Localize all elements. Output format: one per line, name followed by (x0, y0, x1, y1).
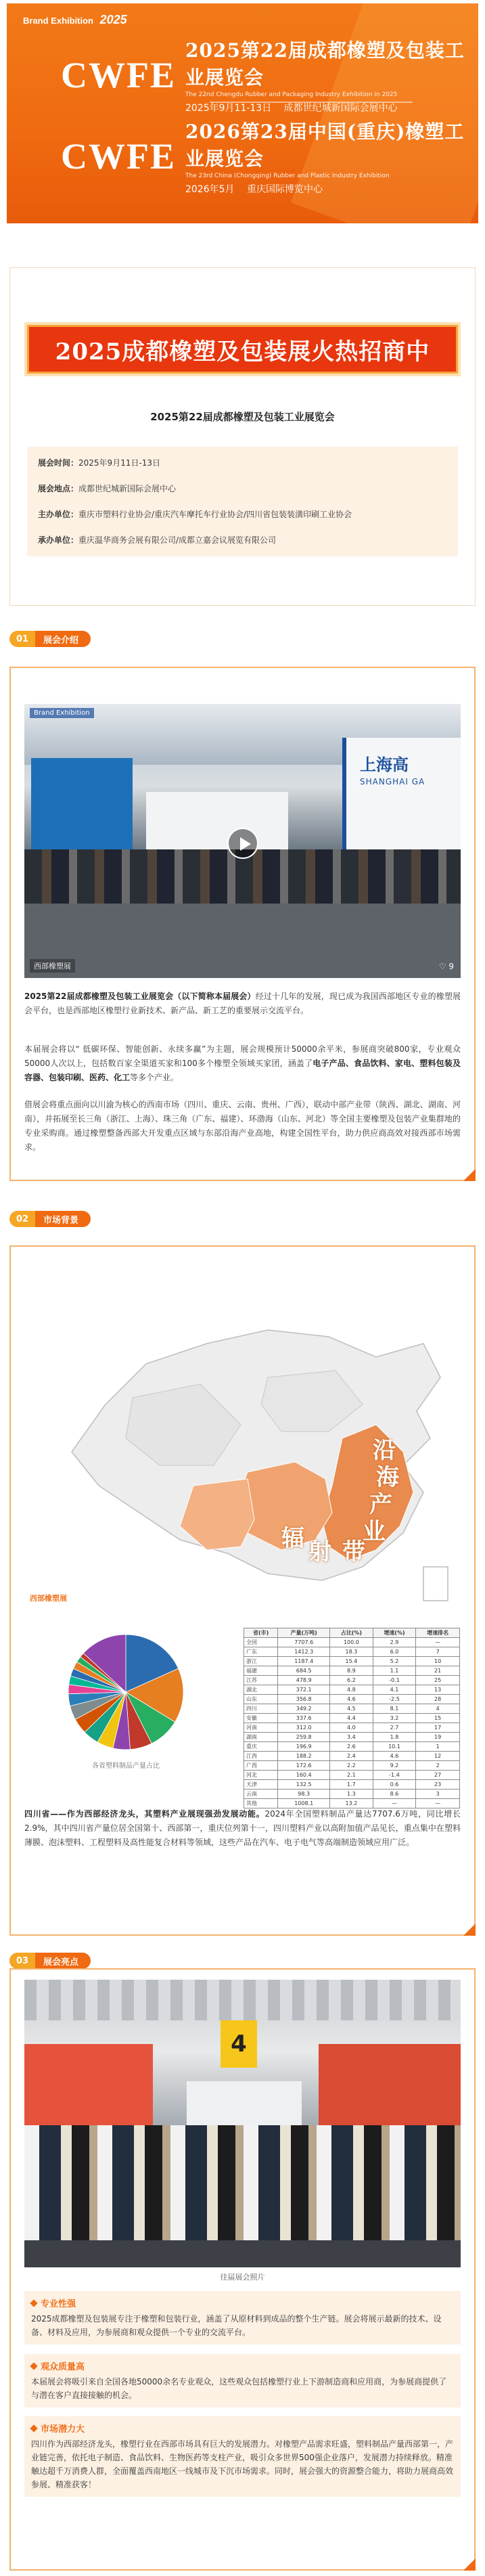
card-corner (463, 1924, 476, 1936)
table-cell: 478.9 (278, 1676, 330, 1685)
map-inset (423, 1567, 448, 1601)
table-cell: 重庆 (244, 1742, 278, 1752)
table-cell: 2.2 (330, 1761, 373, 1771)
table-cell: 684.5 (278, 1666, 330, 1676)
table-cell: 0.6 (373, 1780, 416, 1790)
diamond-icon (30, 2299, 37, 2307)
table-cell: 19 (416, 1733, 460, 1742)
table-cell: 10 (416, 1657, 460, 1666)
fair-date-2026: 2026年5月 (185, 184, 235, 195)
photo-caption: 往届展会照片 (220, 2273, 265, 2282)
table-cell: 6.0 (373, 1647, 416, 1657)
table-cell: 4.1 (373, 1685, 416, 1695)
photo-booth-shanghai (342, 738, 461, 853)
table-cell: -1.4 (373, 1771, 416, 1780)
like-icon[interactable]: ♡ 9 (438, 962, 454, 971)
info-value: 2025年9月11日-13日 (78, 458, 161, 468)
fair-english-2026: The 23rd China (Chongqing) Rubber and Plastic Industry Exhibition (185, 173, 390, 179)
table-row (244, 1666, 460, 1676)
card-corner (463, 1169, 476, 1181)
past-exhibition-photo (24, 1980, 461, 2267)
info-value: 重庆市塑料行业协会/重庆汽车摩托车行业协会/四川省包装装潢印刷工业协会 (78, 510, 352, 519)
table-cell: 259.8 (278, 1733, 330, 1742)
table-cell: 98.3 (278, 1790, 330, 1799)
info-row-organizer (38, 533, 447, 547)
table-cell: 4.0 (330, 1723, 373, 1733)
photo-crowd (24, 2125, 461, 2254)
recruit-banner (27, 325, 458, 374)
table-cell: 2.9 (373, 1638, 416, 1647)
fair-date-2025: 2025年9月11-13日 (185, 103, 272, 114)
table-cell: 312.0 (278, 1723, 330, 1733)
highlight-heading (31, 2422, 454, 2435)
table-cell: 4.5 (330, 1704, 373, 1714)
pie-title: 各省塑料制品产量占比 (92, 1762, 160, 1770)
table-cell: -0.1 (373, 1676, 416, 1685)
table-cell: 4.6 (373, 1752, 416, 1761)
fair-logo-2026: CWFE (61, 136, 176, 177)
map-label: 业 (363, 1518, 386, 1545)
table-row (244, 1704, 460, 1714)
video-watermark: 西部橡塑展 (30, 959, 75, 973)
table-cell: 132.5 (278, 1780, 330, 1790)
highlight-body: 2025成都橡塑及包装展专注于橡塑和包装行业，涵盖了从原材料到成品的整个生产链。展会将展示最新的技术、设备、材料及应用，为参展商和观众提供一个专业的交流平台。 (31, 2314, 442, 2337)
table-row (244, 1685, 460, 1695)
section-header-intro (9, 626, 91, 652)
table-cell: 337.6 (278, 1714, 330, 1723)
hero-brand (23, 13, 127, 27)
fair-title-2026: 2026第23届中国(重庆)橡塑工业展览会 (185, 120, 465, 170)
fair-logo-2025: CWFE (61, 55, 176, 95)
table-cell: 13 (416, 1685, 460, 1695)
table-cell: 6.2 (330, 1676, 373, 1685)
table-header-cell: 增速(%) (373, 1628, 416, 1638)
table-cell: 3 (416, 1790, 460, 1799)
table-cell: 湖北 (244, 1685, 278, 1695)
info-row-time (38, 456, 447, 470)
table-cell: 3.4 (330, 1733, 373, 1742)
table-row (244, 1771, 460, 1780)
map-label: 辐 (281, 1525, 304, 1552)
table-cell: 15.4 (330, 1657, 373, 1666)
table-cell: 9.2 (373, 1761, 416, 1771)
table-cell: 湖南 (244, 1733, 278, 1742)
table-row (244, 1695, 460, 1704)
recruit-banner-text: 2025成都橡塑及包装展火热招商中 (55, 338, 430, 365)
market-paragraph (24, 1807, 461, 1850)
booth-name-cn: 上海高 (360, 755, 409, 774)
info-label: 展会地点： (38, 484, 79, 493)
highlight-body: 本届展会将吸引来自全国各地50000余名专业观众，这些观众包括橡塑行业上下游制造商和应用商，为参展商提供了与潜在客户直接接触的机会。 (31, 2377, 447, 2400)
table-cell: 广东 (244, 1647, 278, 1657)
fair-2026 (61, 117, 478, 196)
table-row (244, 1733, 460, 1742)
intro-paragraph-3: 借展会将重点面向以川渝为核心的西南市场（四川、重庆、云南、贵州、广西），联动中部产业带（陕西、湖北、湖南、河南），并拓展至长三角（浙江、上海）、珠三角（广东、福建）、环渤海（山东、河北）等全国主要橡塑及包装产业集群地的专业采购商。通过橡塑整备西部大开发重点区域与东部沿海产业高地，构建全国性平台，助力供应商高效对接西部市场需求。 (24, 1100, 461, 1152)
table-cell: 其他 (244, 1799, 278, 1808)
table-cell: 3.2 (373, 1714, 416, 1723)
table-cell: 160.4 (278, 1771, 330, 1780)
table-row (244, 1657, 460, 1666)
table-cell: 1187.4 (278, 1657, 330, 1666)
table-cell: 4.8 (330, 1685, 373, 1695)
card-corner (463, 2558, 476, 2571)
booth-name-en: SHANGHAI GA (360, 777, 425, 786)
table-cell: 1008.1 (278, 1799, 330, 1808)
highlight-market (24, 2416, 461, 2497)
fair-text-2026 (185, 117, 478, 196)
fair-venue-2025: 成都世纪城新国际会展中心 (283, 103, 398, 114)
table-header-row (244, 1628, 460, 1638)
table-cell: 2.7 (373, 1723, 416, 1733)
table-cell: 356.8 (278, 1695, 330, 1704)
table-cell: 1412.3 (278, 1647, 330, 1657)
table-cell: 12 (416, 1752, 460, 1761)
hero-brand-text: Brand Exhibition (23, 16, 93, 26)
hero-banner (7, 3, 478, 223)
table-cell: 27 (416, 1771, 460, 1780)
section-title: 展会介绍 (35, 631, 91, 647)
section-number: 03 (9, 1953, 35, 1969)
map-label: 产 (369, 1491, 392, 1518)
table-cell: 25 (416, 1676, 460, 1685)
table-cell: 1.1 (373, 1666, 416, 1676)
map-label: 沿 (373, 1437, 396, 1464)
table-cell: 4 (416, 1704, 460, 1714)
table-cell: 安徽 (244, 1714, 278, 1723)
table-header-cell: 增速排名 (416, 1628, 460, 1638)
table-cell: 10.1 (373, 1742, 416, 1752)
highlight-title: 观众质量高 (41, 2362, 85, 2372)
table-cell: 江西 (244, 1752, 278, 1761)
play-icon[interactable] (227, 828, 258, 859)
table-row (244, 1714, 460, 1723)
hero-year: 2025 (99, 13, 127, 26)
table-cell: 2.6 (330, 1742, 373, 1752)
info-value: 重庆温华商务会展有限公司/成都立嘉会议展览有限公司 (78, 535, 277, 545)
table-cell: 349.2 (278, 1704, 330, 1714)
table-cell: 13.2 (330, 1799, 373, 1808)
map-label: 海 (376, 1464, 399, 1491)
table-cell: 四川 (244, 1704, 278, 1714)
highlight-heading (31, 2359, 454, 2372)
map-watermark: 西部橡塑展 (30, 1594, 67, 1603)
table-row (244, 1742, 460, 1752)
table-cell: — (373, 1799, 416, 1808)
table-cell: 云南 (244, 1790, 278, 1799)
table-row (244, 1780, 460, 1790)
market-p-text: 2024年全国塑料制品产量达7707.6万吨，同比增长2.9%，其中四川省产量位居全国第十、西部第一，重庆位列第十一，四川塑料产业以高附加值产品见长，重点集中在塑料薄膜、泡沫塑料、工程塑料及高性能复合材料等领域，这些产品在汽车、电子电气等高端制造领域应用广泛。 (24, 1809, 461, 1847)
info-row-venue (38, 482, 447, 495)
exhibition-video[interactable] (24, 704, 461, 978)
table-row (244, 1761, 460, 1771)
table-cell: 7 (416, 1647, 460, 1657)
market-p-bold: 四川省——作为西部经济龙头，其塑料产业展现强劲发展动能。 (24, 1809, 265, 1819)
table-cell: 4.4 (330, 1714, 373, 1723)
table-cell: 2.4 (330, 1752, 373, 1761)
table-cell: 全国 (244, 1638, 278, 1647)
table-cell: 山东 (244, 1695, 278, 1704)
info-label: 展会时间： (38, 458, 79, 468)
table-cell: 8.1 (373, 1704, 416, 1714)
table-cell: 天津 (244, 1780, 278, 1790)
table-cell: 196.9 (278, 1742, 330, 1752)
table-header-cell: 占比(%) (330, 1628, 373, 1638)
recruit-subtitle: 2025第22届成都橡塑及包装工业展览会 (150, 411, 335, 423)
table-cell: 2 (416, 1761, 460, 1771)
table-cell: 1.7 (330, 1780, 373, 1790)
table-body (244, 1638, 460, 1808)
map-label: 带 (342, 1538, 365, 1565)
table-cell: 福建 (244, 1666, 278, 1676)
section-title: 市场背景 (35, 1211, 91, 1227)
table-row (244, 1647, 460, 1657)
table-cell: 1.3 (330, 1790, 373, 1799)
table-cell: 江苏 (244, 1676, 278, 1685)
info-box (27, 447, 458, 556)
photo-floor (24, 2240, 461, 2267)
intro-p2-b: 等多个产业。 (130, 1073, 179, 1082)
intro-p1-bold: 2025第22届成都橡塑及包装工业展览会（以下简称本届展会） (24, 992, 256, 1001)
hall-sign: 4 (221, 2020, 257, 2068)
table-cell: 188.2 (278, 1752, 330, 1761)
table-cell: — (416, 1799, 460, 1808)
table-row (244, 1676, 460, 1685)
table-cell: 1 (416, 1742, 460, 1752)
diamond-icon (30, 2362, 37, 2370)
hero-divider (210, 102, 413, 103)
section-number: 02 (9, 1211, 35, 1227)
table-cell: 1.8 (373, 1733, 416, 1742)
table-cell: 21 (416, 1666, 460, 1676)
table-cell: 100.0 (330, 1638, 373, 1647)
table-cell: 23 (416, 1780, 460, 1790)
diamond-icon (30, 2424, 37, 2432)
photo-floor (24, 904, 461, 978)
table-cell: -2.5 (373, 1695, 416, 1704)
table-cell: 河南 (244, 1723, 278, 1733)
table-cell: 8.9 (330, 1666, 373, 1676)
china-map (24, 1316, 461, 1607)
table-cell: 18.3 (330, 1647, 373, 1657)
table-cell: 28 (416, 1695, 460, 1704)
intro-paragraph-1 (24, 990, 461, 1018)
table-cell: 2.1 (330, 1771, 373, 1780)
photo-roof (24, 1980, 461, 2020)
info-label: 承办单位： (38, 535, 79, 545)
intro-p1-text: 经过十几年的发展，现已成为我国西部地区专业的橡塑展会平台，也是西部地区橡塑行业新技术、新产品、新工艺的重要展示交流平台。 (24, 992, 461, 1015)
table-cell: 5.2 (373, 1657, 416, 1666)
table-cell: 8.6 (373, 1790, 416, 1799)
table-row (244, 1790, 460, 1799)
info-row-host (38, 508, 447, 521)
table-cell: 7707.6 (278, 1638, 330, 1647)
table-row (244, 1723, 460, 1733)
pie-chart (24, 1624, 227, 1773)
section-number: 01 (9, 631, 35, 647)
highlight-title: 专业性强 (41, 2299, 76, 2309)
table-cell: 4.6 (330, 1695, 373, 1704)
table-header-cell: 产量(万吨) (278, 1628, 330, 1638)
table-header-cell: 省(市) (244, 1628, 278, 1638)
pie-svg (24, 1624, 227, 1773)
highlight-professional (24, 2291, 461, 2345)
table-row (244, 1638, 460, 1647)
intro-paragraph-2 (24, 1042, 461, 1085)
info-value: 成都世纪城新国际会展中心 (78, 484, 177, 493)
table-cell: 172.6 (278, 1761, 330, 1771)
table-cell: 广西 (244, 1761, 278, 1771)
table-row (244, 1752, 460, 1761)
table-cell: 17 (416, 1723, 460, 1733)
table-cell: 15 (416, 1714, 460, 1723)
highlight-title: 市场潜力大 (41, 2424, 85, 2435)
info-label: 主办单位： (38, 510, 79, 519)
highlight-body: 四川作为西部经济龙头，橡塑行业在西部市场具有巨大的发展潜力。对橡塑产品需求旺盛，塑料制品产量西部第一，产业链完善，依托电子制造、食品饮料、生物医药等支柱产业，吸引众多世界500强企业落户，发展潜力持续释放。精准触达超千万消费人群，全面覆盖西南地区一线城市及下沉市场需求。同时，展会强大的资源整合能力，将助力展商高效参展、精准获客！ (31, 2439, 454, 2489)
production-table (244, 1628, 460, 1808)
fair-title-2025: 2025第22届成都橡塑及包装工业展览会 (185, 39, 465, 89)
intro-p2-a: 本届展会将以“ 低碳环保、智能创新、永续多赢”为主题，展会规模预计50000余平米，参展商突破800家，专业观众50000人次以上，包括数百家全渠道买家和100多个橡塑全领域买家团，涵盖了 (24, 1044, 461, 1068)
map-label: 射 (308, 1538, 331, 1565)
section-title: 展会亮点 (35, 1953, 91, 1969)
intro-p2-bold: 电子产品、食品饮料、家电、塑料包装及容器、包装印刷、医药、化工 (24, 1059, 461, 1082)
fair-meta-2025 (185, 101, 478, 114)
photo-logo: Brand Exhibition (30, 708, 94, 718)
fair-meta-2026 (185, 182, 478, 196)
highlight-audience (24, 2354, 461, 2407)
highlight-heading (31, 2296, 454, 2309)
fair-english-2025: The 22nd Chengdu Rubber and Packaging Industry Exhibition in 2025 (185, 91, 398, 98)
table-cell: 河北 (244, 1771, 278, 1780)
section-header-market (9, 1206, 91, 1232)
fair-venue-2026: 重庆国际博览中心 (247, 184, 323, 195)
table-cell: 372.1 (278, 1685, 330, 1695)
table-cell: 浙江 (244, 1657, 278, 1666)
table-cell: — (416, 1638, 460, 1647)
